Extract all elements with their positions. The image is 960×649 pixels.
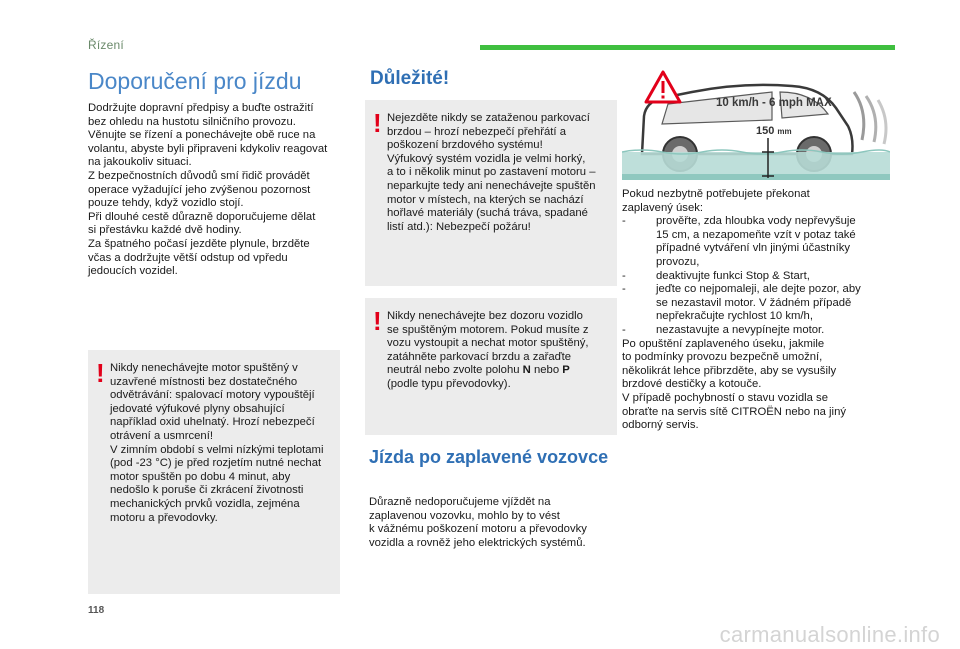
engine-warning-box: [88, 350, 340, 594]
parking-brake-warning-text: Nejezděte nikdy se zataženou parkovací brzdou – hrozí nebezpečí přehřátí a poškození brzdového systému! Výfukový systém vozidla je velmi horký, a to i několik minut po zastavení motoru – neparkujte tedy ani nenechávejte spuštěn motor v místech, na kterých se nachází hořlavé materiály (suchá tráva, spadané listí atd.): Nebezpečí požáru!: [387, 112, 596, 233]
important-heading: Důležité!: [370, 68, 450, 89]
watermark: carmanualsonline.info: [719, 622, 940, 647]
section-title: Řízení: [88, 38, 124, 52]
exclamation-icon: !: [373, 306, 382, 336]
flood-intro: Pokud nezbytně potřebujete překonat zaplavený úsek:: [622, 188, 810, 214]
exclamation-icon: !: [373, 108, 382, 138]
flood-heading: Jízda po zaplavené vozovce: [369, 447, 609, 467]
flood-text: Důrazně nedoporučujeme vjíždět na zaplavenou vozovku, mohlo by to vést k vážnému poškození motoru a převodovky vozidla a rovněž jeho elektrických systémů.: [369, 496, 587, 549]
page-number: 118: [88, 605, 105, 616]
driving-advice-text: Dodržujte dopravní předpisy a buďte ostražití bez ohledu na hustotu silničního provozu. Věnujte se řízení a ponechávejte obě ruce na volantu, abyste byli připraveni kdykoliv reagovat na jakoukoliv situaci. Z bezpečnostních důvodů smí řidič provádět operace vyžadující jeho zvýšenou pozornost pouze tehdy, když vozidlo stojí. Při dlouhé cestě důrazně doporučujeme dělat si přestávku každé dvě hodiny. Za špatného počasí jezděte plynule, brzděte včas a dodržujte větší odstup od vpředu jedoucích vozidel.: [88, 102, 328, 278]
flood-instructions: [622, 188, 890, 433]
list-item: - prověřte, zda hloubka vody nepřevyšuje 15 cm, a nezapomeňte vzít v potaz také případné vytváření vln jinými účastníky provozu,: [622, 215, 856, 268]
flooded-road-illustration: [622, 68, 890, 180]
water-depth-label: 150 mm: [756, 125, 792, 137]
page-heading: Doporučení pro jízdu: [88, 68, 302, 94]
list-item: - deaktivujte funkci Stop & Start,: [622, 269, 810, 282]
flood-outro: Po opuštění zaplaveného úseku, jakmile to podmínky provozu bezpečně umožní, několikrát lehce přibrzděte, aby se vysušily brzdové destičky a kotouče. V případě pochybností o stavu vozidla se obraťte na servis sítě CITROËN nebo na jiný odborný servis.: [622, 337, 846, 432]
engine-warning-text: Nikdy nenechávejte motor spuštěný v uzavřené místnosti bez dostatečného odvětrávání: spalovací motory vypouštějí jedovaté výfukové plyny obsahující například oxid uhelnatý. Hrozí nebezpečí otrávení a usmrcení! V zimním období s velmi nízkými teplotami (pod -23 °C) je před rozjetím nutné nechat motor spuštěn po dobu 4 minut, aby nedošlo k poruše či zkrácení životnosti mechanických prvků vozidla, zejména motoru a převodovky.: [110, 362, 324, 524]
list-item: - jeďte co nejpomaleji, ale dejte pozor, aby se nezastavil motor. V žádném případě nepřekračujte rychlost 10 km/h,: [622, 283, 861, 323]
speed-limit-label: 10 km/h - 6 mph MAX: [716, 97, 832, 109]
unattended-warning-box: [365, 298, 617, 435]
parking-brake-warning-box: [365, 100, 617, 286]
list-item: - nezastavujte a nevypínejte motor.: [622, 323, 825, 336]
unattended-warning-text: Nikdy nenechávejte bez dozoru vozidlo se spuštěným motorem. Pokud musíte z vozu vystoupit a nechat motor spuštěný, zatáhněte parkovací brzdu a zařaďte neutrál nebo zvolte polohu N nebo P (podle typu převodovky).: [387, 310, 589, 390]
exclamation-icon: !: [96, 358, 105, 388]
car-in-water-drawing: [622, 68, 890, 180]
section-bar: [480, 45, 895, 50]
